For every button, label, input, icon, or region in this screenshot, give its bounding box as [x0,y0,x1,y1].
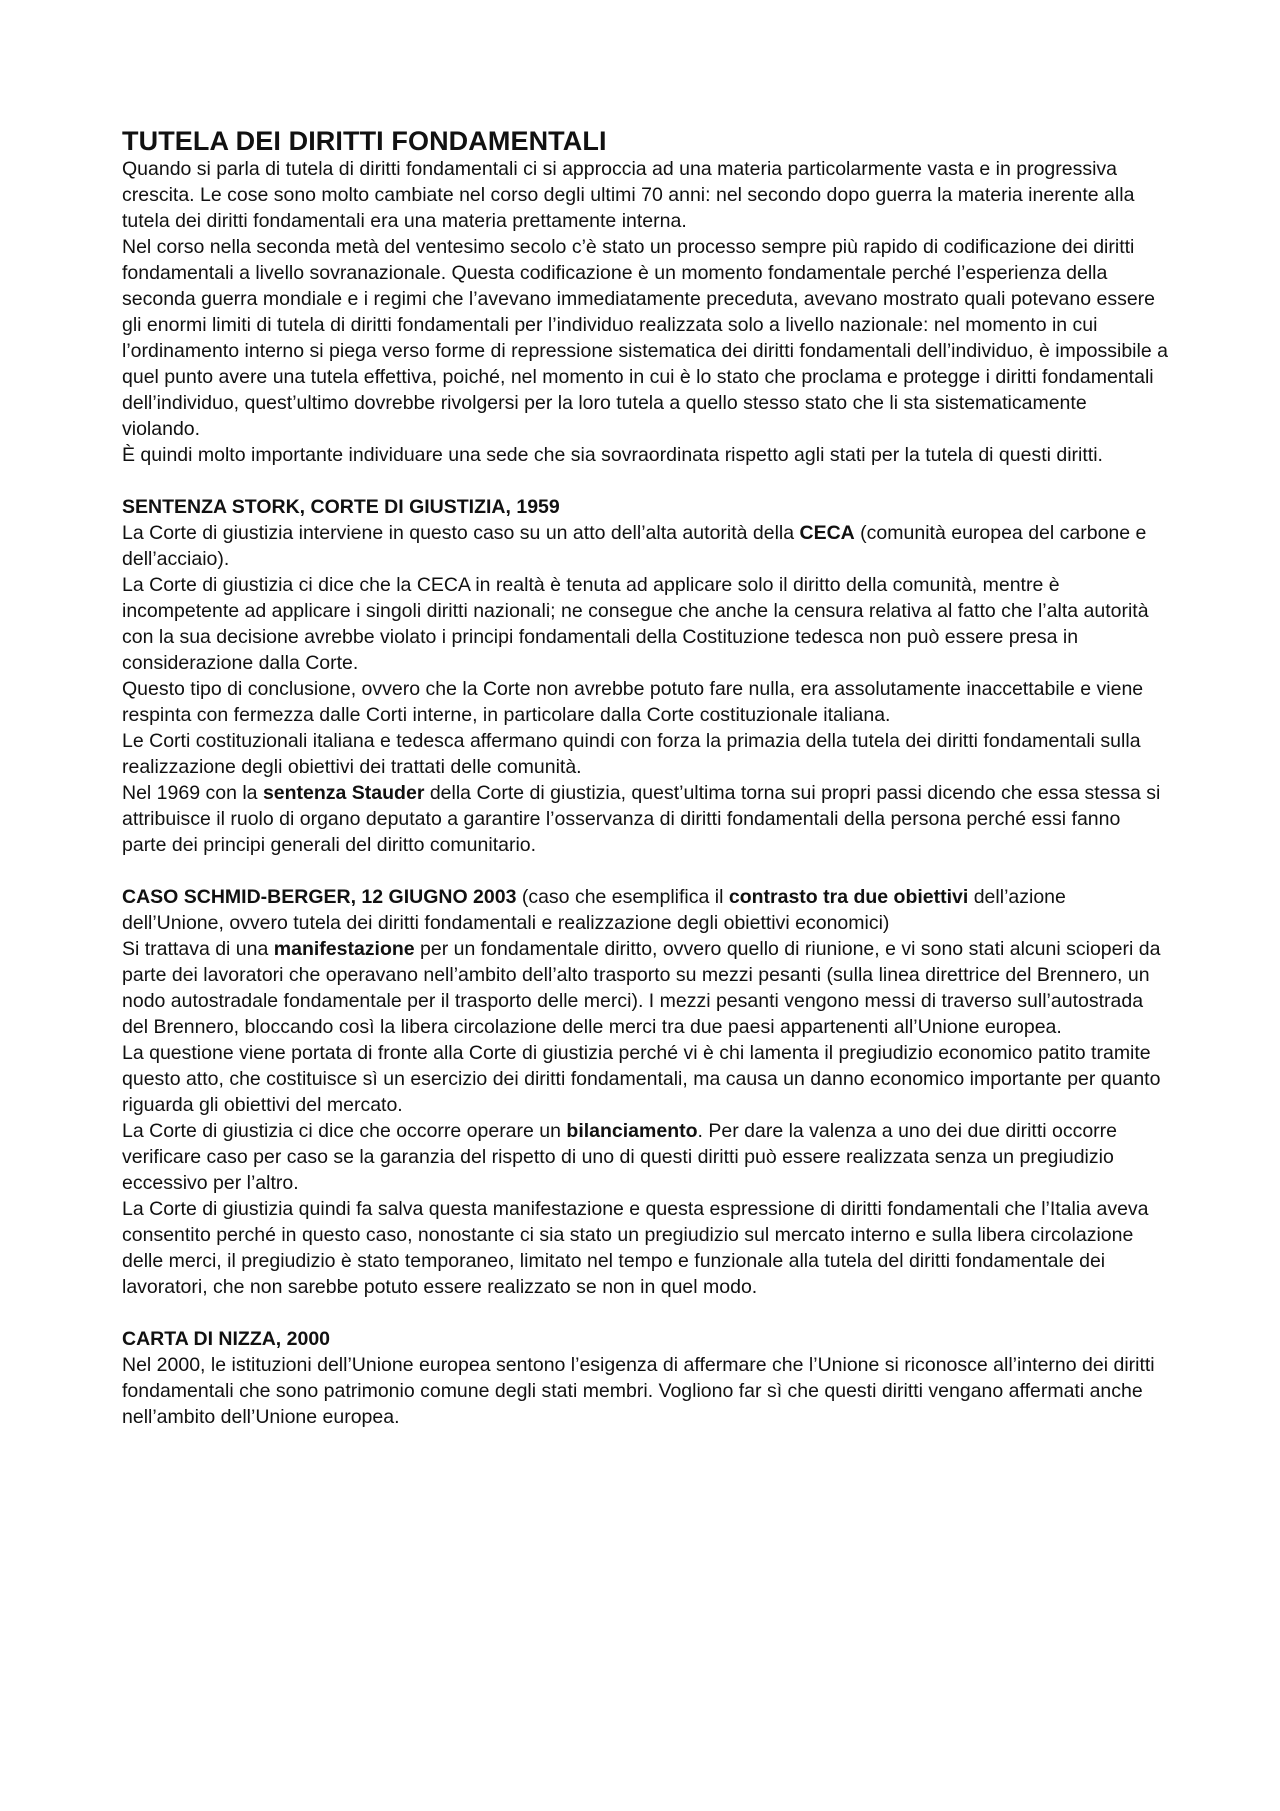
text-run: La Corte di giustizia interviene in questo caso su un atto dell’alta autorità della [122,522,800,544]
bold-term-bilanciamento: bilanciamento [566,1120,698,1142]
stork-paragraph-2: La Corte di giustizia ci dice che la CECA in realtà è tenuta ad applicare solo il diritto della comunità, mentre è incompetente ad applicare i singoli diritti nazionali; ne consegue che anche la censura relativa al fatto che l’alta autorità con la sua decisione avrebbe violato i principi fondamentali della Costituzione tedesca non può essere presa in considerazione dalla Corte. [122,574,1149,674]
text-run: La Corte di giustizia ci dice che occorre operare un [122,1120,567,1142]
section-nizza [122,1326,1168,1430]
bold-term-ceca: CECA [799,522,855,544]
stork-paragraph-1 [122,520,1168,572]
stork-paragraph-5 [122,780,1168,858]
bold-term-contrasto: contrasto tra due obiettivi [728,886,969,908]
text-run: dell’azione dell’Unione, ovvero tutela dei diritti fondamentali e realizzazione degli obiettivi economici) [122,886,1066,934]
intro-paragraph-2: Nel corso nella seconda metà del ventesimo secolo c’è stato un processo sempre più rapido di codificazione dei diritti fondamentali a livello sovranazionale. Questa codificazione è un momento fondamentale perché l’esperienza della seconda guerra mondiale e i regimi che l’avevano immediatamente preceduta, avevano mostrato quali potevano essere gli enormi limiti di tutela di diritti fondamentali per l’individuo realizzata solo a livello nazionale: nel momento in cui l’ordinamento interno si piega verso forme di repressione sistematica dei diritti fondamentali dell’individuo, è impossibile a quel punto avere una tutela effettiva, poiché, nel momento in cui è lo stato che proclama e protegge i diritti fondamentali dell’individuo, quest’ultimo dovrebbe rivolgersi per la loro tutela a quello stesso stato che li sta sistematicamente violando. [122,236,1168,440]
section-schmid-berger [122,884,1168,1300]
text-run: Nel 1969 con la [122,782,263,804]
text-run: (caso che esemplifica il [516,886,729,908]
section-heading-nizza: CARTA DI NIZZA, 2000 [122,1328,331,1350]
stork-paragraph-3: Questo tipo di conclusione, ovvero che la Corte non avrebbe potuto fare nulla, era assolutamente inaccettabile e viene respinta con fermezza dalle Corti interne, in particolare dalla Corte costituzionale italiana. [122,678,1144,726]
section-heading-stork: SENTENZA STORK, CORTE DI GIUSTIZIA, 1959 [122,496,560,518]
intro-paragraph-1: Quando si parla di tutela di diritti fondamentali ci si approccia ad una materia particolarmente vasta e in progressiva crescita. Le cose sono molto cambiate nel corso degli ultimi 70 anni: nel secondo dopo guerra la materia inerente alla tutela dei diritti fondamentali era una materia prettamente interna. [122,158,1135,232]
text-run: della Corte di giustizia, quest’ultima torna sui propri passi dicendo che essa stessa si attribuisce il ruolo di organo deputato a garantire l’osservanza di diritti fondamentali della persona perché essi fanno parte dei principi generali del diritto comunitario. [122,782,1161,856]
text-run: Si trattava di una [122,938,274,960]
intro-paragraph-3: È quindi molto importante individuare una sede che sia sovraordinata rispetto agli stati per la tutela di questi diritti. [122,444,1103,466]
bold-term-stauder: sentenza Stauder [262,782,425,804]
schmid-heading-paragraph [122,884,1168,936]
bold-term-manifestazione: manifestazione [273,938,415,960]
schmid-paragraph-1 [122,936,1168,1040]
section-stork [122,494,1168,858]
document-page [122,126,1168,1430]
nizza-paragraph-1: Nel 2000, le istituzioni dell’Unione europea sentono l’esigenza di affermare che l’Unione si riconosce all’interno dei diritti fondamentali che sono patrimonio comune degli stati membri. Vogliono far sì che questi diritti vengano affermati anche nell’ambito dell’Unione europea. [122,1354,1155,1428]
text-run: . Per dare la valenza a uno dei due diritti occorre verificare caso per caso se la garanzia del rispetto di uno di questi diritti può essere realizzata senza un pregiudizio eccessivo per l’altro. [122,1120,1118,1194]
text-run: per un fondamentale diritto, ovvero quello di riunione, e vi sono stati alcuni scioperi da parte dei lavoratori che operavano nell’ambito dell’alto trasporto su mezzi pesanti (sulla linea direttrice del Brennero, un nodo autostradale fondamentale per il trasporto delle merci). I mezzi pesanti vengono messi di traverso sull’autostrada del Brennero, bloccando così la libera circolazione delle merci tra due paesi appartenenti all’Unione europea. [122,938,1161,1038]
text-run: (comunità europea del carbone e dell’acciaio). [122,522,1147,570]
section-heading-schmid-berger: CASO SCHMID-BERGER, 12 GIUGNO 2003 [122,886,517,908]
stork-paragraph-4: Le Corti costituzionali italiana e tedesca affermano quindi con forza la primazia della tutela dei diritti fondamentali sulla realizzazione degli obiettivi dei trattati delle comunità. [122,730,1141,778]
schmid-paragraph-3 [122,1118,1168,1196]
schmid-paragraph-2: La questione viene portata di fronte alla Corte di giustizia perché vi è chi lamenta il pregiudizio economico patito tramite questo atto, che costituisce sì un esercizio dei diritti fondamentali, ma causa un danno economico importante per quanto riguarda gli obiettivi del mercato. [122,1042,1161,1116]
document-title: TUTELA DEI DIRITTI FONDAMENTALI [122,126,607,156]
schmid-paragraph-4: La Corte di giustizia quindi fa salva questa manifestazione e questa espressione di diritti fondamentali che l’Italia aveva consentito perché in questo caso, nonostante ci sia stato un pregiudizio sul mercato interno e sulla libera circolazione delle merci, il pregiudizio è stato temporaneo, limitato nel tempo e funzionale alla tutela del diritti fondamentale dei lavoratori, che non sarebbe potuto essere realizzato se non in quel modo. [122,1198,1149,1298]
